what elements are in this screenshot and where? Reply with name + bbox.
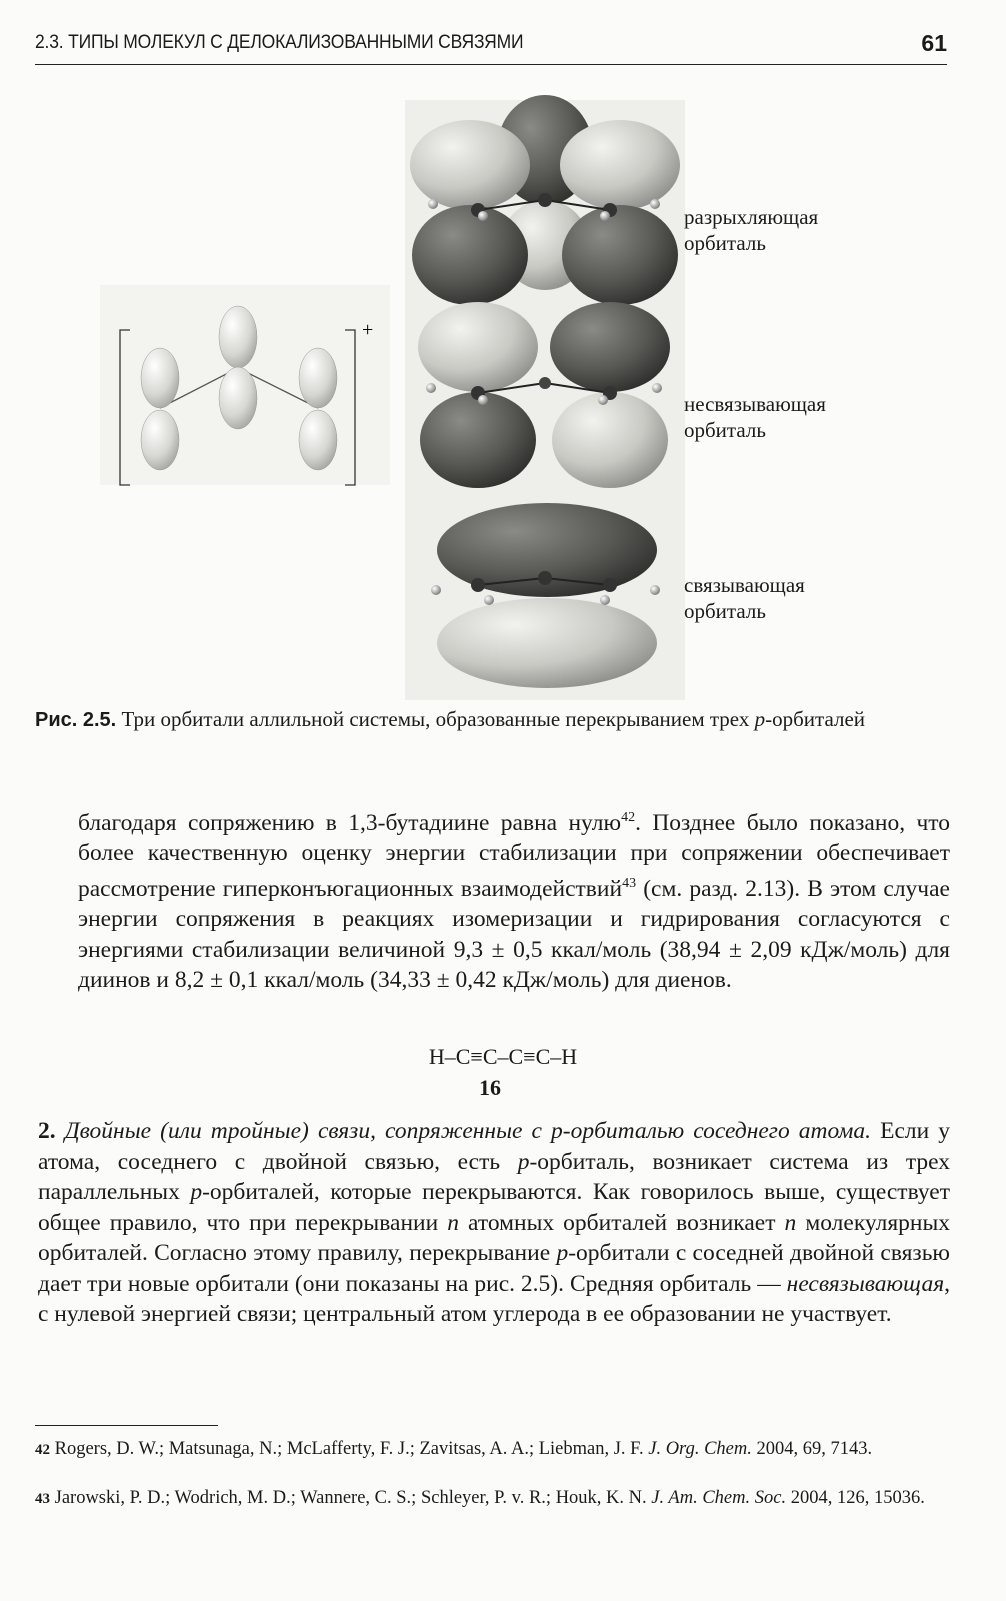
label-line: разрыхляющая <box>684 205 819 229</box>
text-run: несвязывающая <box>786 1270 945 1297</box>
footnote-mark: 42 <box>35 1442 50 1458</box>
item-number: 2. <box>38 1118 56 1144</box>
figure-caption <box>35 705 947 734</box>
footnote-divider <box>35 1425 218 1426</box>
text-run: p <box>190 1179 203 1205</box>
text-run: -орбиталь, возникает система из трех параллельных <box>38 1148 950 1205</box>
footnote <box>35 1438 947 1462</box>
footnote-journal: J. Am. Chem. Soc. <box>651 1488 787 1508</box>
charge-sign: + <box>362 319 374 341</box>
footnote-ref: 43 <box>622 875 637 891</box>
footnote-journal: J. Org. Chem. <box>648 1439 752 1459</box>
text-run: , с нулевой энергией связи; центральный атом углерода в ее образовании не участвует. <box>38 1270 950 1327</box>
label-line: несвязывающая <box>684 392 826 416</box>
p-lobe <box>219 306 257 368</box>
figure-number: Рис. 2.5. <box>35 709 117 731</box>
text-run: n <box>447 1209 459 1236</box>
text-run: . Позднее было показано, что более качественную оценку энергии стабилизации при сопряжении обеспечивает рассмотрение гиперконъюгационных взаимодействий <box>78 809 950 902</box>
label-line: орбиталь <box>684 599 766 623</box>
label-bonding <box>684 572 805 624</box>
footnote-ref: 42 <box>621 810 636 825</box>
text-run: p <box>556 1240 569 1266</box>
formula-number: 16 <box>479 1075 501 1100</box>
footnote <box>35 1487 947 1511</box>
text-run: n <box>784 1209 797 1236</box>
footnote-text: Jarowski, P. D.; Wodrich, M. D.; Wannere, C. S.; Schleyer, P. v. R.; Houk, K. N. <box>50 1488 652 1508</box>
label-line: орбиталь <box>684 418 766 442</box>
p-lobe <box>299 410 337 470</box>
label-antibonding <box>684 204 818 256</box>
text-run: молекулярных орбиталей. Согласно этому правилу, перекрывание <box>38 1209 951 1266</box>
text-run: Если у атома, соседнего с двойной связью, есть <box>38 1118 951 1175</box>
footnote-tail: 2004, 69, 7143. <box>751 1439 873 1459</box>
text-run: -орбитали с соседней двойной связью дает три новые орбитали (они показаны на рис. 2.5). Средняя орбиталь — <box>38 1240 950 1297</box>
text-run: благодаря сопряжению в 1,3-бутадиине равна нулю <box>78 809 622 836</box>
body-paragraph <box>78 803 950 996</box>
text-run: -орбиталей, которые перекрываются. Как говорилось выше, существует общее правило, что при перекрывании <box>38 1179 950 1236</box>
running-title: 2.3. ТИПЫ МОЛЕКУЛ С ДЕЛОКАЛИЗОВАННЫМИ СВЯЗЯМИ <box>35 32 524 53</box>
antibonding-orbital <box>410 95 680 305</box>
caption-text: Три орбитали аллильной системы, образованные перекрыванием трех <box>121 707 750 731</box>
footnote-mark: 43 <box>35 1491 50 1507</box>
text-run: p <box>517 1148 530 1175</box>
footnote-text: Rogers, D. W.; Matsunaga, N.; McLafferty, F. J.; Zavitsas, A. A.; Liebman, J. F. <box>50 1439 649 1459</box>
p-lobe <box>219 367 257 429</box>
caption-tail: -орбиталей <box>765 707 866 731</box>
text-run: (см. разд. 2.13). В этом случае энергии сопряжения в реакциях изомеризации и гидрирования согласуются с энергиями стабилизации величиной 9,3 ± 0,5 ккал/моль (38,94 ± 2,09 кДж/моль) для диинов и 8,2 ± 0,1 ккал/моль (34,33 ± 0,42 кДж/моль) для диенов. <box>78 875 950 994</box>
numbered-item <box>38 1116 950 1330</box>
caption-p: p <box>754 707 766 731</box>
p-lobe <box>299 348 337 408</box>
label-line: связывающая <box>684 573 805 597</box>
p-lobe <box>141 348 179 408</box>
page-number: 61 <box>921 30 947 56</box>
chemical-formula: H–C≡C–C≡C–H <box>428 1044 578 1069</box>
label-nonbonding <box>684 391 826 443</box>
label-line: орбиталь <box>684 231 766 255</box>
allyl-orbitals-figure <box>0 0 1006 700</box>
p-lobe <box>141 410 179 470</box>
footnote-tail: 2004, 126, 15036. <box>786 1488 925 1508</box>
item-title: Двойные (или тройные) связи, сопряженные с p-орбиталью соседнего атома. <box>64 1118 871 1144</box>
text-run: атомных орбиталей возникает <box>458 1209 785 1236</box>
